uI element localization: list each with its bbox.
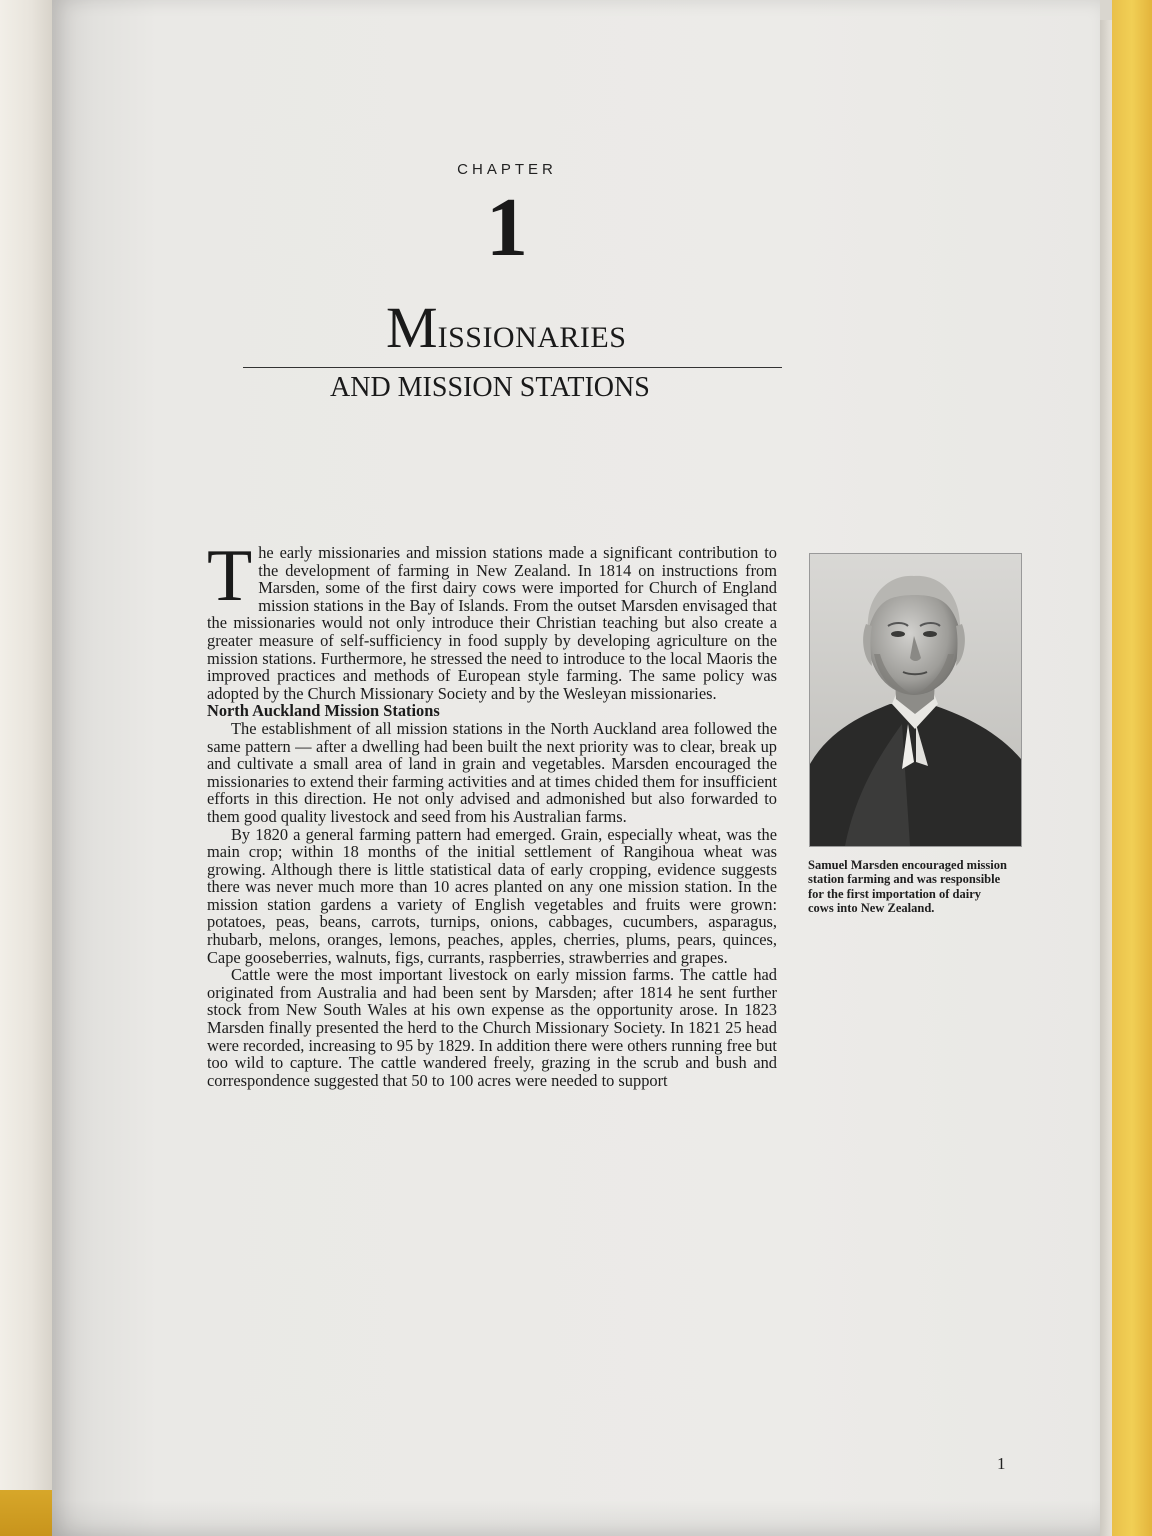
intro-paragraph <box>207 535 777 703</box>
body-text <box>207 535 777 1090</box>
portrait-figure <box>809 553 1022 847</box>
chapter-subtitle: AND MISSION STATIONS <box>330 372 650 403</box>
book-page-stack-edge <box>1098 20 1112 1536</box>
chapter-number: 1 <box>486 181 528 274</box>
chapter-title-rest: ISSIONARIES <box>437 321 627 354</box>
chapter-title-initial: M <box>386 295 438 360</box>
section-paragraph-3: Cattle were the most important livestock on early mission farms. The cattle had originated from Australia and had been sent by Marsden; after 1814 he sent further stock from New South Wales at his own expense as the opportunity arose. In 1823 Marsden finally presented the herd to the Church Missionary Society. In 1821 25 head were recorded, increasing to 95 by 1829. In addition there were others running free but too wild to capture. The cattle wandered freely, grazing in the scrub and bush and correspondence suggested that 50 to 100 acres were needed to support <box>207 965 777 1090</box>
chapter-label: CHAPTER <box>457 161 557 178</box>
section-paragraph-2: By 1820 a general farming pattern had emerged. Grain, especially wheat, was the main crop; within 18 months of the initial settlement of Rangihoua wheat was growing. Although there is little statistical data of early cropping, evidence suggests there was never much more than 10 acres planted on any one mission station. In the mission station gardens a variety of English vegetables and fruits were grown: potatoes, peas, beans, carrots, turnips, onions, cabbages, cucumbers, asparagus, rhubarb, melons, oranges, lemons, peaches, apples, cherries, plums, pears, quinces, Cape gooseberries, walnuts, figs, currants, raspberries, strawberries and grapes. <box>207 824 777 967</box>
book-cover-left-yellow-corner <box>0 1490 60 1536</box>
portrait-engraving <box>810 554 1021 846</box>
section-paragraph-1: The establishment of all mission stations in the North Auckland area followed the same pattern — after a dwelling had been built the next priority was to clear, break up and cultivate a small area of land in grain and vegetables. Marsden encouraged the missionaries to extend their farming activities and at times chided them for insufficient efforts in this direction. He not only advised and admonished but also forwarded to them good quality livestock and seed from his Australian farms. <box>207 718 777 826</box>
figure-caption: Samuel Marsden encouraged mission station farming and was responsible for the first importation of dairy cows into New Zealand. <box>808 858 1007 916</box>
intro-text: he early missionaries and mission stations made a significant contribution to the development of farming in New Zealand. In 1814 on instructions from Marsden, some of the first dairy cows were imported for Church of England mission stations in the Bay of Islands. From the outset Marsden envisaged that the missionaries would not only introduce their Christian teaching but also create a greater measure of self-sufficiency in food supply by developing agriculture on the mission stations. Furthermore, he stressed the need to introduce to the local Maoris the improved practices and methods of European style farming. The same policy was adopted by the Church Missionary Society and by the Wesleyan missionaries. <box>207 543 777 703</box>
chapter-title <box>386 296 626 370</box>
book-cover-right-edge <box>1112 0 1152 1536</box>
page-bottom-shadow <box>52 1500 1100 1536</box>
drop-cap: T <box>207 535 253 617</box>
book-cover-left-edge <box>0 0 52 1536</box>
page-number: 1 <box>997 1454 1006 1473</box>
section-heading: North Auckland Mission Stations <box>207 701 440 721</box>
